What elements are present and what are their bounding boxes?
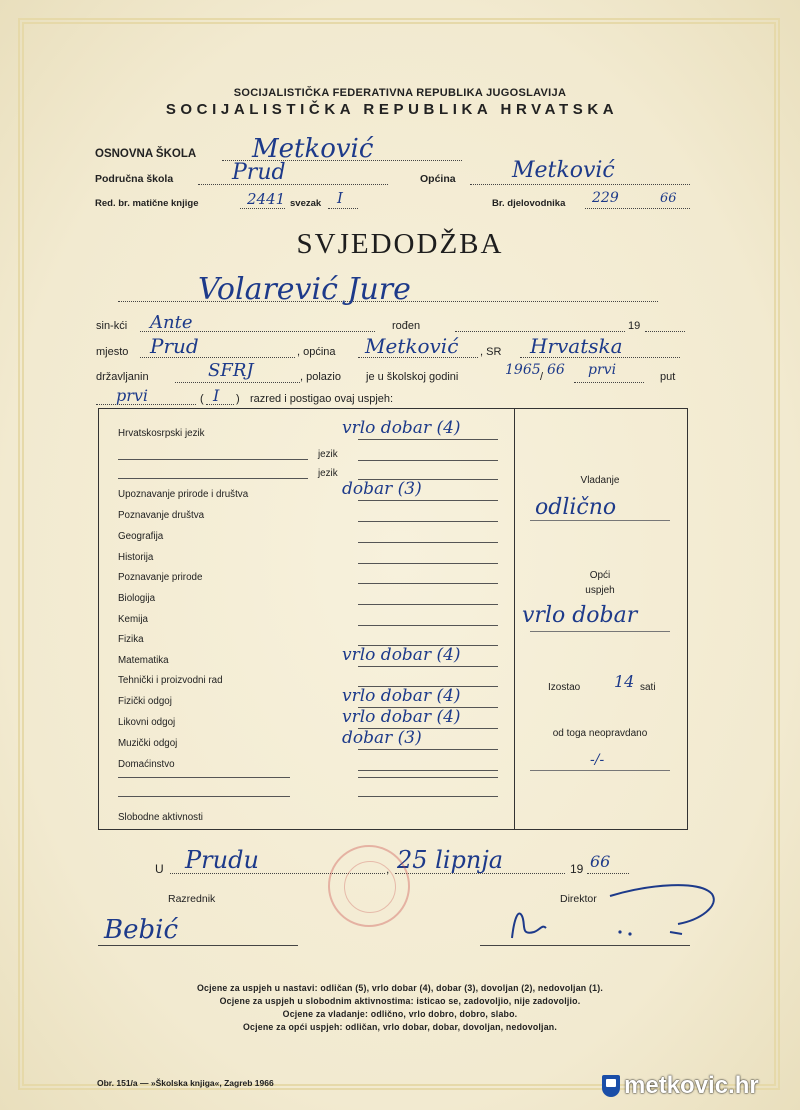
principal-signature xyxy=(500,880,730,950)
subject-label: Poznavanje društva xyxy=(118,510,205,521)
born-label: rođen xyxy=(392,320,421,332)
grade-line xyxy=(358,521,498,522)
school-year-b: 66 xyxy=(547,362,565,378)
language-blank-line xyxy=(118,459,308,460)
legend-line-3: Ocjene za vladanje: odlično, vrlo dobro, dobro, slabo. xyxy=(282,1009,518,1019)
subject-label: Kemija xyxy=(118,614,148,625)
issue-year-prefix: 19 xyxy=(570,862,584,876)
absent-hours-label: sati xyxy=(640,682,656,693)
subject-label: Muzički odgoj xyxy=(118,738,178,749)
student-municipality-label: , općina xyxy=(297,346,336,358)
overall-label-2: uspjeh xyxy=(585,585,615,596)
register-value: 2441 xyxy=(247,190,286,208)
issue-date: 25 lipnja xyxy=(397,846,504,874)
grade-line xyxy=(358,770,498,771)
school-year-label: je u školskoj godini xyxy=(366,371,459,383)
volume-label: svezak xyxy=(290,198,322,209)
register-label: Red. br. matične knjige xyxy=(95,198,199,209)
times-label: put xyxy=(660,371,676,383)
principal-label: Direktor xyxy=(560,893,597,905)
citizen-line xyxy=(175,382,300,383)
unexcused-value: -/- xyxy=(590,752,605,768)
grade-line xyxy=(358,583,498,584)
unexcused-label: od toga neopravdano xyxy=(552,728,648,739)
class-teacher-signature: Bebić xyxy=(104,915,179,945)
grade-value: prvi xyxy=(116,386,149,405)
conduct-label: Vladanje xyxy=(580,475,620,486)
document-title: SVJEDODŽBA xyxy=(296,228,504,260)
register-line xyxy=(240,208,285,209)
republic-heading: SOCIJALISTIČKA REPUBLIKA HRVATSKA xyxy=(165,101,619,118)
subject-label: jezik xyxy=(318,449,338,460)
municipality-label: Općina xyxy=(420,173,456,185)
subject-grade: vrlo dobar (4) xyxy=(342,645,461,665)
grade-line xyxy=(358,439,498,440)
blank-subject-line xyxy=(118,796,290,797)
student-municipality-value: Metković xyxy=(365,334,459,358)
volume-value: I xyxy=(337,189,343,207)
school-stamp xyxy=(328,845,410,927)
unexcused-line xyxy=(530,770,670,771)
grade-number: I xyxy=(213,386,220,405)
issue-place: Prudu xyxy=(185,846,259,874)
subject-label: Biologija xyxy=(118,593,156,604)
comma-separator: , xyxy=(386,862,390,876)
school-year-slash: / xyxy=(540,371,544,383)
born-year-line xyxy=(645,331,685,332)
attended-label: , polazio xyxy=(300,371,341,383)
born-line xyxy=(455,331,625,332)
watermark-text: metkovic.hr xyxy=(624,1072,759,1099)
grade-line xyxy=(358,625,498,626)
born-year-prefix: 19 xyxy=(628,320,641,332)
subject-label: Likovni odgoj xyxy=(118,717,176,728)
legend-line-1: Ocjene za uspjeh u nastavi: odličan (5), vrlo dobar (4), dobar (3), dovoljan (2), nedovoljan (1). xyxy=(196,983,604,993)
conduct-line xyxy=(530,520,670,521)
overall-line xyxy=(530,631,670,632)
grade-paren-close: ) xyxy=(236,393,240,405)
volume-line xyxy=(328,208,358,209)
absent-hours: 14 xyxy=(614,672,635,691)
grade-line xyxy=(358,777,498,778)
federation-heading: SOCIJALISTIČKA FEDERATIVNA REPUBLIKA JUGOSLAVIJA xyxy=(233,87,567,99)
language-blank-line xyxy=(118,478,308,479)
republic-value: Hrvatska xyxy=(530,334,623,358)
school-label: OSNOVNA ŠKOLA xyxy=(95,148,197,160)
grade-line xyxy=(358,563,498,564)
grade-line xyxy=(358,460,498,461)
subject-label: Historija xyxy=(118,552,154,563)
subject-grade: dobar (3) xyxy=(342,479,422,499)
municipality-value: Metković xyxy=(512,158,615,183)
overall-value: vrlo dobar xyxy=(522,603,638,628)
place-label: mjesto xyxy=(96,346,129,358)
grade-label: razred i postigao ovaj uspjeh: xyxy=(250,393,394,405)
clerk-number-line xyxy=(585,208,690,209)
print-info: Obr. 151/a — »Školska knjiga«, Zagreb 1966 xyxy=(97,1078,274,1088)
branch-school-value: Prud xyxy=(232,160,286,185)
subject-label: Hrvatskosrpski jezik xyxy=(118,428,205,439)
subject-grade: vrlo dobar (4) xyxy=(342,686,461,706)
citizen-label: državljanin xyxy=(96,371,149,383)
branch-school-line xyxy=(198,184,388,185)
subject-label: Fizika xyxy=(118,634,144,645)
republic-label: , SR xyxy=(480,346,502,358)
conduct-value: odlično xyxy=(535,495,617,520)
subject-grade: dobar (3) xyxy=(342,728,422,748)
blank-subject-line xyxy=(118,777,290,778)
times-line xyxy=(574,382,644,383)
subject-label: Matematika xyxy=(118,655,169,666)
absent-label: Izostao xyxy=(548,682,581,693)
subject-label: Poznavanje prirode xyxy=(118,572,203,583)
class-teacher-label: Razrednik xyxy=(168,893,216,905)
shield-icon xyxy=(602,1075,620,1097)
watermark xyxy=(602,1072,759,1100)
subject-label: Geografija xyxy=(118,531,164,542)
school-year-a: 1965 xyxy=(505,362,541,378)
subject-label: jezik xyxy=(318,468,338,479)
clerk-number-year: 66 xyxy=(660,191,677,206)
municipality-line xyxy=(470,184,690,185)
branch-school-label: Područna škola xyxy=(95,173,174,185)
legend-line-4: Ocjene za opći uspjeh: odličan, vrlo dobar, dobar, dovoljan, nedovoljan. xyxy=(242,1022,558,1032)
class-teacher-line xyxy=(98,945,298,946)
grade-line xyxy=(358,542,498,543)
place-prefix: U xyxy=(155,862,164,876)
subject-label: Domaćinstvo xyxy=(118,759,175,770)
overall-label: Opći xyxy=(589,570,611,581)
grade-line xyxy=(358,749,498,750)
issue-year-line xyxy=(587,873,629,874)
child-of-label: sin-kći xyxy=(96,320,128,332)
subject-label: Upoznavanje prirode i društva xyxy=(118,489,249,500)
subject-label: Tehnički i proizvodni rad xyxy=(118,675,223,686)
clerk-number-value: 229 xyxy=(592,190,619,206)
subject-grade: vrlo dobar (4) xyxy=(342,707,461,727)
grade-paren-open: ( xyxy=(200,393,204,405)
grade-num-line xyxy=(206,404,234,405)
subject-label: Fizički odgoj xyxy=(118,696,172,707)
place-value: Prud xyxy=(150,334,199,358)
grade-line xyxy=(358,500,498,501)
school-value: Metković xyxy=(252,134,374,164)
student-name: Volarević Jure xyxy=(198,272,411,307)
subject-grade: vrlo dobar (4) xyxy=(342,418,461,438)
issue-year: 66 xyxy=(590,852,611,871)
grade-line xyxy=(358,796,498,797)
times-value: prvi xyxy=(588,362,617,378)
father-name: Ante xyxy=(150,312,193,333)
grade-line xyxy=(358,604,498,605)
legend-line-2: Ocjene za uspjeh u slobodnim aktivnostima: isticao se, zadovoljio, nije zadovoljio. xyxy=(219,996,581,1006)
grade-line xyxy=(358,666,498,667)
clerk-number-label: Br. djelovodnika xyxy=(492,198,566,209)
grades-divider xyxy=(514,408,515,830)
citizen-value: SFRJ xyxy=(208,360,254,381)
subject-label: Slobodne aktivnosti xyxy=(118,812,203,823)
